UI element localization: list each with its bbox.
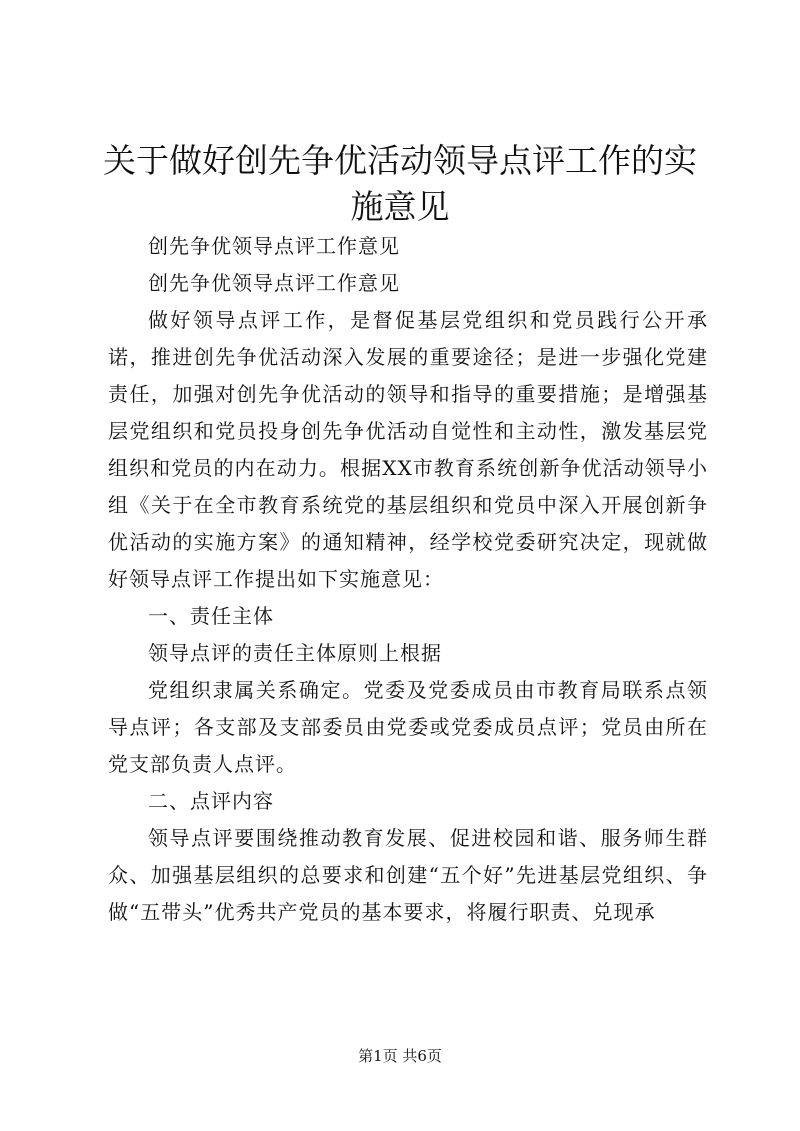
document-body (108, 228, 708, 931)
paragraph: 创先争优领导点评工作意见 (148, 271, 400, 295)
paragraph: 做好领导点评工作，是督促基层党组织和党员践行公开承诺，推进创先争优活动深入发展的重要途径；是进一步强化党建责任，加强对创先争优活动的领导和指导的重要措施；是增强基层党组织和党员投身创先争优活动自觉性和主动性，激发基层党组织和党员的内在动力。根据XX市教育系统创新争优活动领导小组《关于在全市教育系统党的基层组织和党员中深入开展创新争优活动的实施方案》的通知精神，经学校党委研究决定，现就做好领导点评工作提出如下实施意见： (108, 308, 708, 591)
paragraph: 领导点评的责任主体原则上根据 (148, 641, 442, 665)
paragraph: 领导点评要围绕推动教育发展、促进校园和谐、服务师生群众、加强基层组织的总要求和创建“五个好”先进基层党组织、争做“五带头”优秀共产党员的基本要求，将履行职责、兑现承 (108, 826, 708, 924)
document-title: 关于做好创先争优活动领导点评工作的实施意见 (103, 141, 697, 226)
paragraph: 创先争优领导点评工作意见 (148, 234, 400, 258)
paragraph: 党组织隶属关系确定。党委及党委成员由市教育局联系点领导点评；各支部及支部委员由党委或党委成员点评；党员由所在党支部负责人点评。 (108, 678, 708, 776)
page-footer: 第1页 共6页 (358, 1047, 442, 1065)
section-heading: 二、点评内容 (148, 789, 274, 813)
section-heading: 一、责任主体 (148, 604, 274, 628)
